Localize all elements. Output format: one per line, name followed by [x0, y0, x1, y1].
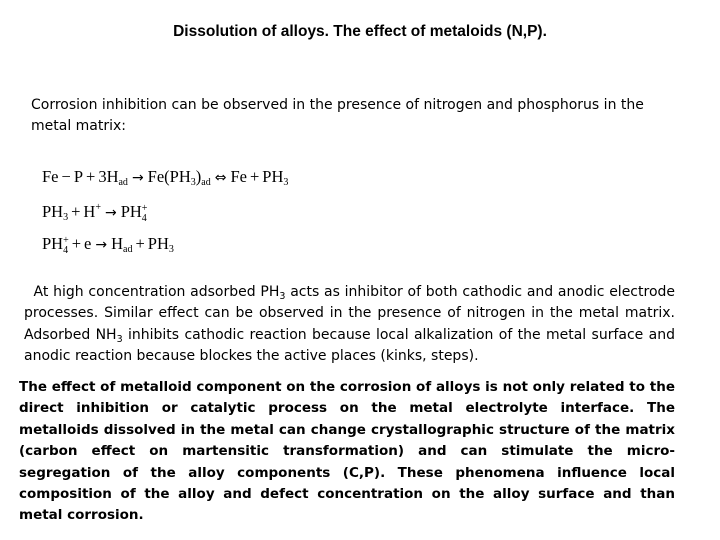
eq2-plus: +: [71, 202, 81, 221]
eq1-plus-2: +: [249, 167, 260, 186]
eq1-minus: −: [61, 167, 71, 186]
eq2-ph-sub: 3: [63, 212, 69, 223]
intro-paragraph: Corrosion inhibition can be observed in the presence of nitrogen and phosphorus in the metal matrix:: [31, 97, 644, 134]
eq1-ph3-sub: 3: [283, 177, 289, 188]
equation-1: [42, 167, 288, 188]
eq1-h-sub: ad: [118, 177, 128, 188]
eq3-h: H: [111, 234, 124, 253]
eq1-3h: 3H: [98, 167, 119, 186]
eq1-p: P: [73, 167, 83, 186]
eq2-arrow: →: [104, 205, 117, 221]
eq3-h-sub: ad: [123, 244, 133, 255]
equation-2: [42, 202, 147, 224]
para2-sub-1: 3: [279, 291, 286, 302]
eq3-plus: +: [71, 234, 82, 253]
eq2-ph4-sub: 4: [141, 213, 147, 224]
para2-text-1: At high concentration adsorbed PH: [33, 284, 280, 300]
eq1-ad-sub: ad: [201, 177, 211, 188]
eq3-ph4: PH: [42, 234, 64, 253]
eq3-plus-2: +: [135, 234, 145, 253]
para2-text-2: acts as inhibitor of both cathodic and anodic electrode processes. Similar effect can be observed in the presence of nitrogen in the metal matrix. Adsorbed NH: [24, 284, 676, 343]
eq1-ph3: PH: [262, 167, 284, 186]
eq2-h-sup: +: [95, 202, 101, 213]
eq2-ph: PH: [42, 202, 64, 221]
eq3-electron: e: [84, 234, 92, 253]
eq3-ph4-sub: 4: [63, 245, 69, 256]
eq3-ph4-scripts: [63, 236, 69, 256]
eq1-arrow: →: [131, 170, 144, 186]
para2-text-3: inhibits cathodic reaction because local alkalization of the metal surface and anodic reaction because blockes the active places (kinks, steps).: [24, 326, 675, 364]
eq1-close-paren: ): [195, 167, 202, 186]
eq1-fe-product: Fe: [230, 167, 247, 186]
eq2-ph4-scripts: [142, 204, 148, 224]
eq3-ph3: PH: [147, 234, 169, 253]
inhibition-paragraph: [24, 282, 675, 367]
para2-sub-2: 3: [116, 333, 123, 345]
eq2-ph4-sup: +: [141, 203, 148, 214]
metalloid-effect-paragraph: The effect of metalloid component on the corrosion of alloys is not only related to the direct inhibition or catalytic process on the metal electrolyte interface. The metalloids dissolved in the metal can change crystallographic structure of the matrix (carbon effect on martensitic transformation) and can stimulate the micro-segregation of the alloy components (C,P). These phenomena influence local composition of the alloy and defect concentration on the alloy surface and than metal corrosion.: [19, 379, 675, 524]
eq1-equilibrium-arrow: ⇔: [214, 170, 227, 186]
equation-3: [42, 234, 174, 256]
eq1-fe: Fe: [42, 167, 59, 186]
eq1-fe-ph: Fe(PH: [147, 167, 191, 186]
eq2-ph4: PH: [120, 202, 142, 221]
eq3-ph3-sub: 3: [168, 244, 174, 255]
eq1-plus: +: [86, 167, 96, 186]
eq2-h: H: [83, 202, 96, 221]
eq1-ph-sub: 3: [190, 177, 196, 188]
eq3-arrow: →: [95, 237, 108, 253]
slide-title: Dissolution of alloys. The effect of metaloids (N,P).: [173, 23, 547, 40]
eq3-ph4-sup: +: [63, 235, 69, 246]
